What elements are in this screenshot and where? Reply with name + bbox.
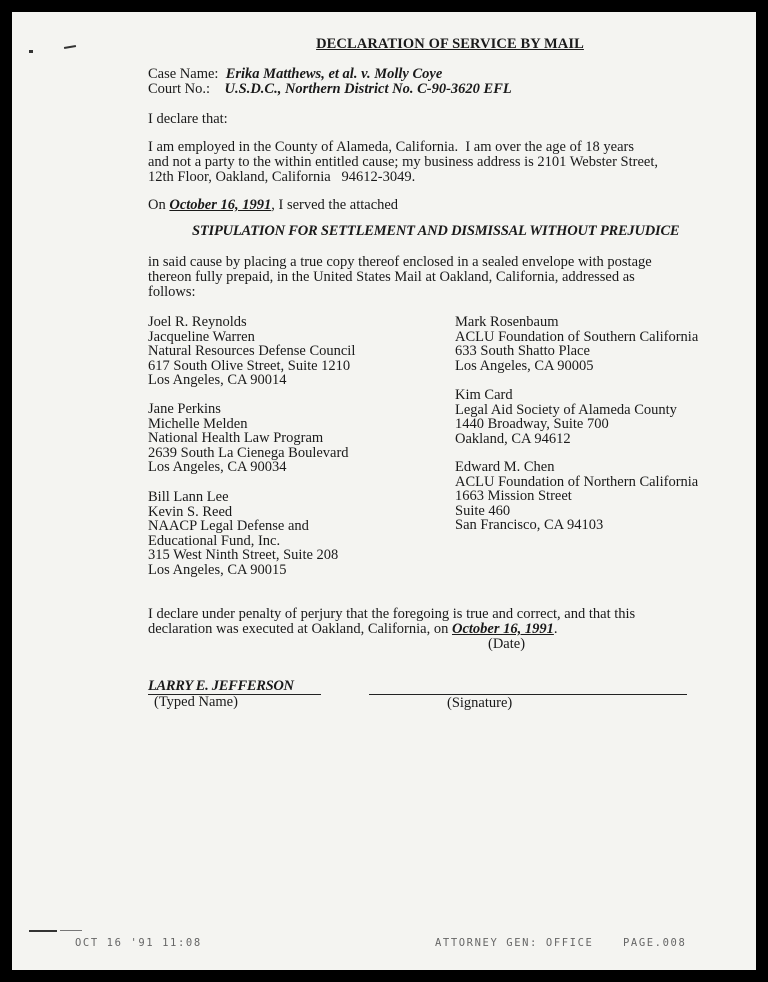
address-block-right-1	[455, 315, 698, 373]
case-name-line	[148, 67, 442, 82]
address-line: Bill Lann Lee	[148, 489, 229, 505]
perjury-line: I declare under penalty of perjury that the foregoing is true and correct, and that this	[148, 606, 636, 622]
address-block-right-3	[455, 460, 698, 533]
served-date: October 16, 1991	[169, 197, 272, 213]
case-name-label: Case Name:	[148, 66, 219, 82]
mailing-line: thereon fully prepaid, in the United States Mail at Oakland, California, addressed as	[148, 269, 635, 285]
typed-name: LARRY E. JEFFERSON	[148, 678, 294, 694]
perjury-line-2	[148, 622, 635, 637]
address-line: Edward M. Chen	[455, 459, 555, 475]
mailing-line: in said cause by placing a true copy thereof enclosed in a sealed envelope with postage	[148, 254, 652, 270]
address-line: Michelle Melden	[148, 415, 248, 432]
address-line: Legal Aid Society of Alameda County	[455, 401, 677, 418]
fax-mark	[60, 930, 82, 931]
address-line: 315 West Ninth Street, Suite 208	[148, 547, 339, 564]
address-line: Mark Rosenbaum	[455, 314, 559, 330]
signature-caption: (Signature)	[447, 695, 513, 711]
mailing-paragraph	[148, 255, 652, 300]
fax-mark	[29, 930, 57, 932]
fax-page-number: PAGE.008	[623, 937, 687, 949]
employment-line: and not a party to the within entitled cause; my business address is 2101 Webster Street,	[148, 154, 658, 170]
address-line: Educational Fund, Inc.	[148, 532, 281, 549]
served-suffix: , I served the attached	[271, 197, 399, 213]
address-line: NAACP Legal Defense and	[148, 518, 309, 535]
address-block-left-2	[148, 402, 349, 475]
address-line: Natural Resources Defense Council	[148, 343, 356, 360]
served-line	[148, 198, 398, 213]
document-page	[12, 12, 756, 970]
address-line: 1663 Mission Street	[455, 488, 572, 505]
address-line: 2639 South La Cienega Boulevard	[148, 444, 349, 461]
document-title: DECLARATION OF SERVICE BY MAIL	[316, 36, 584, 52]
address-line: Jane Perkins	[148, 401, 221, 417]
perjury-date: October 16, 1991	[451, 621, 554, 637]
address-line: Los Angeles, CA 90014	[148, 372, 287, 389]
court-no-label: Court No.:	[148, 81, 211, 97]
address-line: 1440 Broadway, Suite 700	[455, 416, 609, 433]
employment-paragraph	[148, 140, 658, 185]
fax-timestamp: OCT 16 '91 11:08	[75, 937, 202, 949]
served-document-title: STIPULATION FOR SETTLEMENT AND DISMISSAL WITHOUT PREJUDICE	[192, 223, 680, 239]
address-line: San Francisco, CA 94103	[455, 517, 604, 534]
address-line: ACLU Foundation of Southern California	[455, 328, 699, 345]
fax-sender: ATTORNEY GEN: OFFICE	[435, 937, 594, 949]
perjury-prefix: declaration was executed at Oakland, California, on	[148, 621, 449, 637]
court-no-line	[148, 82, 512, 97]
date-caption: (Date)	[488, 636, 526, 652]
perjury-end: .	[553, 621, 558, 637]
served-prefix: On	[148, 197, 166, 213]
address-block-left-3	[148, 490, 338, 578]
address-line: Suite 460	[455, 502, 511, 519]
address-line: 617 South Olive Street, Suite 1210	[148, 357, 351, 374]
address-line: Joel R. Reynolds	[148, 314, 247, 330]
employment-line: I am employed in the County of Alameda, California. I am over the age of 18 years	[148, 139, 635, 155]
employment-line: 12th Floor, Oakland, California 94612-3049.	[148, 169, 416, 185]
address-line: Oakland, CA 94612	[455, 430, 571, 447]
address-line: 633 South Shatto Place	[455, 343, 590, 360]
typed-name-caption: (Typed Name)	[154, 694, 238, 710]
address-line: Los Angeles, CA 90015	[148, 561, 287, 578]
address-line: ACLU Foundation of Northern California	[455, 473, 699, 490]
case-name-value: Erika Matthews, et al. v. Molly Coye	[225, 66, 443, 82]
signature-line	[369, 694, 687, 695]
address-line: Jacqueline Warren	[148, 328, 255, 345]
address-line: National Health Law Program	[148, 430, 324, 447]
address-block-left-1	[148, 315, 355, 388]
address-line: Los Angeles, CA 90005	[455, 357, 594, 374]
address-line: Los Angeles, CA 90034	[148, 459, 287, 476]
mailing-line: follows:	[148, 284, 196, 300]
address-block-right-2	[455, 388, 677, 446]
court-no-value: U.S.D.C., Northern District No. C-90-3620 EFL	[224, 81, 512, 97]
declare-intro: I declare that:	[148, 111, 228, 127]
perjury-paragraph	[148, 607, 635, 637]
address-line: Kim Card	[455, 387, 513, 403]
address-line: Kevin S. Reed	[148, 503, 233, 520]
